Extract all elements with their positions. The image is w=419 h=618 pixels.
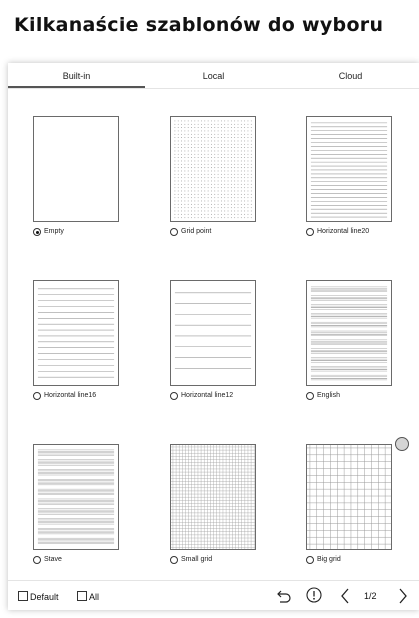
- template-preview[interactable]: [170, 280, 256, 386]
- default-checkbox-label: Default: [30, 592, 59, 602]
- chevron-left-icon[interactable]: [340, 588, 350, 604]
- template-preview[interactable]: [306, 444, 392, 550]
- tab-local[interactable]: Local: [202, 71, 225, 81]
- template-label: Small grid: [181, 556, 213, 563]
- template-label: Grid point: [181, 228, 212, 235]
- template-radio[interactable]: [170, 228, 178, 236]
- template-label: Stave: [44, 556, 62, 563]
- template-preview[interactable]: [306, 116, 392, 222]
- template-label: Big grid: [317, 556, 341, 563]
- bottom-toolbar: [8, 580, 419, 610]
- template-label: Horizontal line20: [317, 228, 370, 235]
- page-headline: Kilkanaście szablonów do wyboru: [14, 14, 384, 36]
- template-preview[interactable]: [33, 280, 119, 386]
- tab-cloud[interactable]: Cloud: [338, 71, 363, 81]
- default-checkbox[interactable]: [18, 591, 28, 601]
- template-radio[interactable]: [33, 392, 41, 400]
- template-radio[interactable]: [33, 228, 41, 236]
- template-radio[interactable]: [33, 556, 41, 564]
- template-label: Horizontal line12: [181, 392, 234, 399]
- all-checkbox[interactable]: [77, 591, 87, 601]
- template-radio[interactable]: [306, 228, 314, 236]
- template-preview[interactable]: [306, 280, 392, 386]
- template-radio[interactable]: [170, 392, 178, 400]
- template-label: Empty: [44, 228, 64, 235]
- page-indicator: 1/2: [364, 591, 377, 601]
- template-preview[interactable]: [33, 444, 119, 550]
- all-checkbox-label: All: [89, 592, 100, 602]
- template-preview[interactable]: [170, 444, 256, 550]
- chevron-right-icon[interactable]: [398, 588, 408, 604]
- info-icon[interactable]: [306, 587, 322, 603]
- template-picker-screen: [8, 63, 419, 610]
- template-source-tabs: [8, 63, 419, 89]
- template-grid: [8, 89, 419, 580]
- template-radio[interactable]: [306, 392, 314, 400]
- template-label: Horizontal line16: [44, 392, 97, 399]
- template-radio[interactable]: [306, 556, 314, 564]
- template-preview[interactable]: [170, 116, 256, 222]
- template-preview[interactable]: [33, 116, 119, 222]
- template-radio[interactable]: [170, 556, 178, 564]
- scroll-handle[interactable]: [395, 437, 409, 451]
- tab-built-in[interactable]: Built-in: [8, 63, 145, 88]
- undo-icon[interactable]: [276, 588, 292, 604]
- template-label: English: [317, 392, 340, 399]
